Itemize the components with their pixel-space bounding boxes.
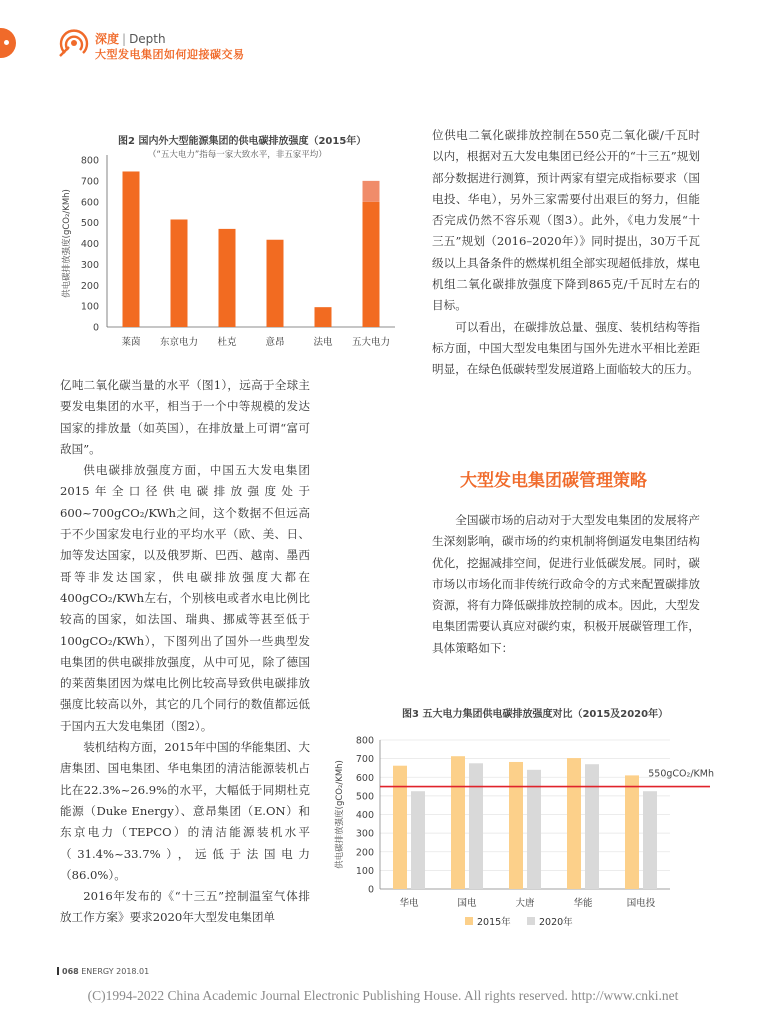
bar: [469, 763, 483, 889]
bar: [171, 219, 188, 327]
y-tick-label: 0: [367, 884, 374, 896]
y-tick-label: 400: [80, 239, 99, 250]
left-column: [60, 375, 310, 929]
y-tick-label: 300: [80, 259, 99, 271]
section-heading: 大型发电集团碳管理策略: [460, 471, 647, 491]
y-tick-label: 0: [92, 322, 99, 334]
y-axis-label: 供电碳排放强度(gCO₂/KMh): [335, 760, 345, 869]
bar: [625, 775, 639, 889]
bar: [219, 229, 236, 327]
legend-swatch: [527, 917, 535, 925]
right-column-top: [432, 125, 700, 381]
left-paragraph-4: 2016年发布的《“十三五”控制温室气体排放工作方案》要求2020年大型发电集团单: [60, 889, 310, 925]
bar: [411, 791, 425, 889]
x-tick-label: 国电投: [626, 898, 656, 909]
x-tick-label: 东京电力: [159, 337, 199, 348]
bar: [267, 240, 284, 327]
figure3-chart: [330, 728, 720, 928]
y-tick-label: 200: [80, 280, 99, 292]
legend-label: 2015年: [477, 917, 511, 928]
legend-label: 2020年: [539, 917, 573, 928]
y-tick-label: 400: [355, 810, 374, 821]
y-axis-label: 供电碳排放强度(gCO₂/KMh): [62, 189, 72, 298]
y-tick-label: 700: [80, 176, 99, 188]
bar: [585, 764, 599, 889]
article-title: 大型发电集团如何迎接碳交易: [95, 48, 245, 61]
bar: [451, 756, 465, 889]
x-tick-label: 华能: [573, 898, 593, 909]
figure2-title: 图2 国内外大型能源集团的供电碳排放强度（2015年）: [118, 136, 367, 147]
figure3-title: 图3 五大电力集团供电碳排放强度对比（2015及2020年）: [402, 709, 669, 720]
x-tick-label: 华电: [399, 898, 419, 909]
right-column-bottom: [432, 510, 700, 659]
y-tick-label: 800: [80, 155, 99, 167]
bar: [509, 762, 523, 889]
bar: [393, 766, 407, 889]
header-dot: [4, 40, 9, 45]
right-paragraph-1: 位供电二氧化碳排放控制在550克二氧化碳/千瓦时以内，根据对五大发电集团已经公开的“十三五”规划部分数据进行测算，预计两家有望完成指标要求（国电投、华电），另外三家需要付出艰巨的努力，但能否完成仍然不容乐观（图3）。此外，《电力发展“十三五”规划（2016–2020年）》同时提出，30万千瓦级以上具备条件的燃煤机组全部实现超低排放，煤电机组二氧化碳排放强度下降到865克/千瓦时左右的目标。: [432, 128, 700, 313]
x-tick-label: 大唐: [515, 898, 535, 909]
y-tick-label: 600: [355, 772, 374, 784]
y-tick-label: 100: [355, 865, 374, 877]
bar: [363, 202, 380, 327]
x-tick-label: 莱茵: [121, 337, 141, 348]
x-tick-label: 五大电力: [351, 337, 391, 348]
x-tick-label: 国电: [457, 898, 477, 909]
x-tick-label: 法电: [313, 337, 333, 348]
bar: [123, 171, 140, 327]
y-tick-label: 100: [80, 301, 99, 313]
x-tick-label: 意昂: [265, 337, 285, 348]
y-tick-label: 800: [355, 735, 374, 747]
section-label: [95, 30, 166, 47]
y-tick-label: 600: [80, 197, 99, 209]
page-footer: [57, 967, 149, 976]
y-tick-label: 200: [355, 847, 374, 859]
footer-mark: [57, 967, 59, 975]
right-paragraph-2: 可以看出，在碳排放总量、强度、装机结构等指标方面，中国大型发电集团与国外先进水平相比差距明显，在绿色低碳转型发展道路上面临较大的压力。: [432, 319, 700, 377]
x-tick-label: 杜克: [217, 337, 237, 348]
right-paragraph-3: 全国碳市场的启动对于大型发电集团的发展将产生深刻影响，碳市场的约束机制将倒逼发电集团结构优化，挖掘减排空间，促进行业低碳发展。同时，碳市场以市场化而非传统行政命令的方式来配置碳排放资源，将有力降低碳排放控制的成本。因此，大型发电集团需要认真应对碳约束，积极开展碳管理工作，具体策略如下：: [432, 513, 700, 655]
figure2-note: （“五大电力”指每一家大致水平，非五家平均）: [148, 150, 327, 160]
left-paragraph-1: 亿吨二氧化碳当量的水平（图1），远高于全球主要发电集团的水平，相当于一个中等规模的发达国家的排放量（如英国），在排放量上可谓“富可敌国”。: [60, 378, 310, 456]
y-tick-label: 700: [355, 754, 374, 766]
figure2-chart: [55, 150, 400, 360]
copyright-notice: (C)1994-2022 China Academic Journal Electronic Publishing House. All rights reserved. http://www.cnki.net: [87, 988, 679, 1003]
bar-range: [363, 181, 380, 202]
section-separator: |: [122, 32, 127, 46]
magazine-issue: ENERGY 2018.01: [81, 967, 150, 976]
page-number: 068: [62, 967, 79, 976]
section-name-en: Depth: [129, 32, 166, 46]
section-name: 深度: [95, 32, 120, 46]
y-tick-label: 500: [80, 218, 99, 230]
bar: [643, 791, 657, 889]
y-tick-label: 500: [355, 791, 374, 803]
reference-label: 550gCO₂/KMh: [648, 768, 714, 780]
y-tick-label: 300: [355, 828, 374, 840]
depth-logo-icon: [56, 26, 90, 60]
left-paragraph-2: 供电碳排放强度方面，中国五大发电集团2015年全口径供电碳排放强度处于600~700gCO₂/KWh之间，这个数据不但远高于不少国家发电行业的平均水平（欧、美、日、加等发达国家，以及俄罗斯、巴西、越南、墨西哥等非发达国家，供电碳排放强度大都在400gCO₂/KWh左右，个别核电或者水电比例比较高的国家，如法国、瑞典、挪威等甚至低于100gCO₂/KWh），下图列出了国外一些典型发电集团的供电碳排放强度，从中可见，除了德国的莱茵集团因为煤电比例比较高导致供电碳排放强度比较高以外，其它的几个同行的数值都远低于国内五大发电集团（图2）。: [60, 463, 310, 733]
legend-swatch: [465, 917, 473, 925]
left-paragraph-3: 装机结构方面，2015年中国的华能集团、大唐集团、国电集团、华电集团的清洁能源装机占比在22.3%~26.9%的水平，大幅低于同期杜克能源（Duke Energy）、意昂集团（E.ON）和东京电力（TEPCO）的清洁能源装机水平（31.4%~33.7%），远低于法国电力（86.0%）。: [60, 740, 310, 882]
bar: [567, 758, 581, 889]
bar: [527, 770, 541, 889]
bar: [315, 307, 332, 327]
